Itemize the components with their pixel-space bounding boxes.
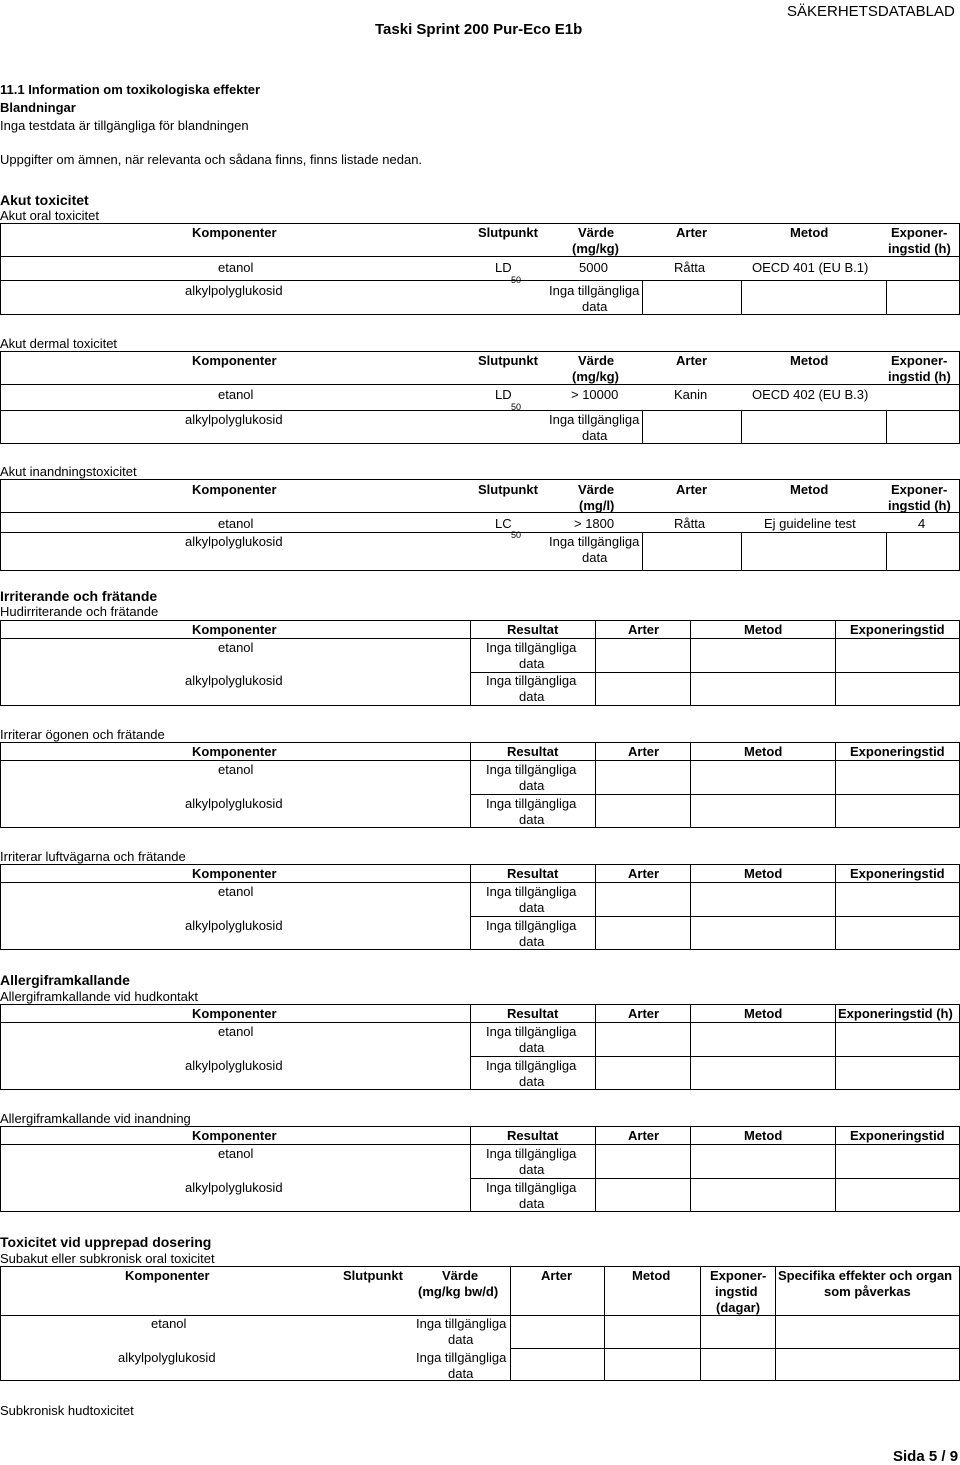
table-cell: Råtta <box>674 516 706 531</box>
table-title: Akut dermal toxicitet <box>0 336 118 351</box>
table-cell: data <box>448 1366 474 1381</box>
col-header: Exponeringstid <box>850 744 945 759</box>
table-cell: alkylpolyglukosid <box>118 1350 216 1365</box>
table-cell: Inga tillgängliga <box>486 796 577 811</box>
table-cell: Inga tillgängliga <box>416 1316 507 1331</box>
col-header: Metod <box>744 744 783 759</box>
table-cell: data <box>582 428 608 443</box>
col-header: Arter <box>676 482 708 497</box>
col-header: Resultat <box>507 622 559 637</box>
table-cell: alkylpolyglukosid <box>185 673 283 688</box>
table-cell: etanol <box>218 516 254 531</box>
table-title: Akut oral toxicitet <box>0 208 99 223</box>
table-title: Irriterar ögonen och frätande <box>0 727 165 742</box>
table-cell: etanol <box>218 260 254 275</box>
document-type: SÄKERHETSDATABLAD <box>787 3 955 20</box>
col-header: Exponer- <box>891 353 948 368</box>
table-cell: etanol <box>218 1024 254 1039</box>
col-header: ingstid (h) <box>888 241 951 256</box>
table-cell: data <box>519 1162 545 1177</box>
col-header: Komponenter <box>192 353 277 368</box>
col-header: Specifika effekter och organ <box>778 1268 953 1283</box>
col-header: Exponeringstid <box>850 866 945 881</box>
col-header: Värde <box>578 353 615 368</box>
subheading-mixtures: Blandningar <box>0 100 76 115</box>
col-header: (mg/kg) <box>572 369 619 384</box>
col-header: Komponenter <box>125 1268 210 1283</box>
page-number: Sida 5 / 9 <box>893 1448 959 1465</box>
table-cell: data <box>582 550 608 565</box>
col-header: Värde <box>578 482 615 497</box>
section-heading: 11.1 Information om toxikologiska effekter <box>0 82 261 97</box>
table-cell: Inga tillgängliga <box>486 1058 577 1073</box>
col-header: Komponenter <box>192 866 277 881</box>
table-cell: data <box>519 1196 545 1211</box>
col-header: Metod <box>790 482 829 497</box>
table-cell: Inga tillgängliga <box>416 1350 507 1365</box>
table-cell: Inga tillgängliga <box>486 762 577 777</box>
table-cell: Inga tillgängliga <box>486 1146 577 1161</box>
col-header: Metod <box>744 622 783 637</box>
col-header: Arter <box>628 866 660 881</box>
col-header: Arter <box>676 225 708 240</box>
table-cell: Inga tillgängliga <box>486 884 577 899</box>
table-cell: Inga tillgängliga <box>549 534 640 549</box>
col-header: Komponenter <box>192 744 277 759</box>
table-cell: Inga tillgängliga <box>486 673 577 688</box>
table-cell: Ej guideline test <box>764 516 856 531</box>
table-cell: alkylpolyglukosid <box>185 918 283 933</box>
col-header: (mg/kg) <box>572 241 619 256</box>
col-header: ingstid <box>715 1284 758 1299</box>
col-header: Exponer- <box>891 482 948 497</box>
table-cell: LD <box>495 260 512 275</box>
col-header: Komponenter <box>192 622 277 637</box>
intro-text: Uppgifter om ämnen, när relevanta och sådana finns, finns listade nedan. <box>0 152 423 167</box>
col-header: Slutpunkt <box>478 353 538 368</box>
table-cell: data <box>519 1074 545 1089</box>
col-header: Resultat <box>507 744 559 759</box>
table-cell: etanol <box>218 1146 254 1161</box>
col-header: Värde <box>442 1268 479 1283</box>
col-header: Komponenter <box>192 482 277 497</box>
table-cell: OECD 401 (EU B.1) <box>752 260 869 275</box>
col-header: Resultat <box>507 1128 559 1143</box>
skin-sensitization-table <box>0 1004 960 1090</box>
col-header: Exponeringstid <box>850 1128 945 1143</box>
col-header: Värde <box>578 225 615 240</box>
table-cell: LC <box>495 516 512 531</box>
table-title: Hudirriterande och frätande <box>0 604 159 619</box>
col-header: Exponer- <box>710 1268 767 1283</box>
table-cell: alkylpolyglukosid <box>185 796 283 811</box>
section-heading-sensitization: Allergiframkallande <box>0 972 130 988</box>
table-cell: etanol <box>218 640 254 655</box>
col-header: (mg/l) <box>579 498 615 513</box>
table-title: Irriterar luftvägarna och frätande <box>0 849 186 864</box>
table-cell: etanol <box>218 884 254 899</box>
table-cell: 50 <box>511 402 522 412</box>
table-cell: data <box>519 1040 545 1055</box>
table-title: Allergiframkallande vid hudkontakt <box>0 989 198 1004</box>
col-header: Metod <box>790 225 829 240</box>
col-header: Komponenter <box>192 1006 277 1021</box>
table-cell: data <box>582 299 608 314</box>
table-cell: data <box>519 656 545 671</box>
table-cell: data <box>519 934 545 949</box>
col-header: Slutpunkt <box>478 482 538 497</box>
table-cell: Inga tillgängliga <box>486 640 577 655</box>
respiratory-irritation-table <box>0 864 960 950</box>
col-header: ingstid (h) <box>888 369 951 384</box>
section-heading-repeated: Toxicitet vid upprepad dosering <box>0 1234 212 1250</box>
col-header: Metod <box>744 1006 783 1021</box>
table-cell: 4 <box>918 516 926 531</box>
table-title: Akut inandningstoxicitet <box>0 464 137 479</box>
col-header: Slutpunkt <box>478 225 538 240</box>
col-header: ingstid (h) <box>888 498 951 513</box>
table-cell: alkylpolyglukosid <box>185 534 283 549</box>
table-title: Allergiframkallande vid inandning <box>0 1111 191 1126</box>
col-header: Arter <box>541 1268 573 1283</box>
table-cell: data <box>448 1332 474 1347</box>
col-header: Arter <box>628 1006 660 1021</box>
skin-irritation-table <box>0 620 960 706</box>
col-header: Exponeringstid (h) <box>838 1006 953 1021</box>
col-header: Slutpunkt <box>343 1268 403 1283</box>
table-cell: 50 <box>511 275 522 285</box>
col-header: Arter <box>628 1128 660 1143</box>
table-cell: 5000 <box>579 260 608 275</box>
table-cell: Inga tillgängliga <box>549 283 640 298</box>
table-cell: Inga tillgängliga <box>486 918 577 933</box>
col-header: Metod <box>632 1268 671 1283</box>
table-cell: > 10000 <box>571 387 619 402</box>
col-header: Metod <box>790 353 829 368</box>
document-title: Taski Sprint 200 Pur-Eco E1b <box>375 21 583 38</box>
table-cell: > 1800 <box>574 516 615 531</box>
col-header: (mg/kg bw/d) <box>418 1284 499 1299</box>
table-cell: Kanin <box>674 387 708 402</box>
col-header: Resultat <box>507 866 559 881</box>
section-heading-irritation: Irriterande och frätande <box>0 588 158 604</box>
table-cell: Råtta <box>674 260 706 275</box>
col-header: Arter <box>628 744 660 759</box>
col-header: Exponer- <box>891 225 948 240</box>
table-cell: alkylpolyglukosid <box>185 412 283 427</box>
table-cell: alkylpolyglukosid <box>185 1058 283 1073</box>
col-header: (dagar) <box>716 1300 761 1315</box>
table-cell: LD <box>495 387 512 402</box>
table-cell: data <box>519 900 545 915</box>
col-header: Resultat <box>507 1006 559 1021</box>
table-cell: data <box>519 812 545 827</box>
col-header: Arter <box>676 353 708 368</box>
col-header: Metod <box>744 1128 783 1143</box>
table-cell: Inga tillgängliga <box>486 1180 577 1195</box>
col-header: Arter <box>628 622 660 637</box>
col-header: Exponeringstid <box>850 622 945 637</box>
table-cell: etanol <box>151 1316 187 1331</box>
section-heading-acute: Akut toxicitet <box>0 192 89 208</box>
table-title: Subkronisk hudtoxicitet <box>0 1403 134 1418</box>
table-cell: data <box>519 778 545 793</box>
table-cell: etanol <box>218 387 254 402</box>
table-cell: data <box>519 689 545 704</box>
table-cell: Inga tillgängliga <box>549 412 640 427</box>
col-header: som påverkas <box>824 1284 911 1299</box>
col-header: Komponenter <box>192 1128 277 1143</box>
table-cell: 50 <box>511 530 522 540</box>
table-cell: Inga tillgängliga <box>486 1024 577 1039</box>
inhalation-sensitization-table <box>0 1126 960 1212</box>
table-cell: OECD 402 (EU B.3) <box>752 387 869 402</box>
table-title: Subakut eller subkronisk oral toxicitet <box>0 1251 215 1266</box>
table-cell: alkylpolyglukosid <box>185 283 283 298</box>
table-cell: etanol <box>218 762 254 777</box>
col-header: Metod <box>744 866 783 881</box>
intro-text: Inga testdata är tillgängliga för blandningen <box>0 118 249 133</box>
table-cell: alkylpolyglukosid <box>185 1180 283 1195</box>
col-header: Komponenter <box>192 225 277 240</box>
eye-irritation-table <box>0 742 960 828</box>
